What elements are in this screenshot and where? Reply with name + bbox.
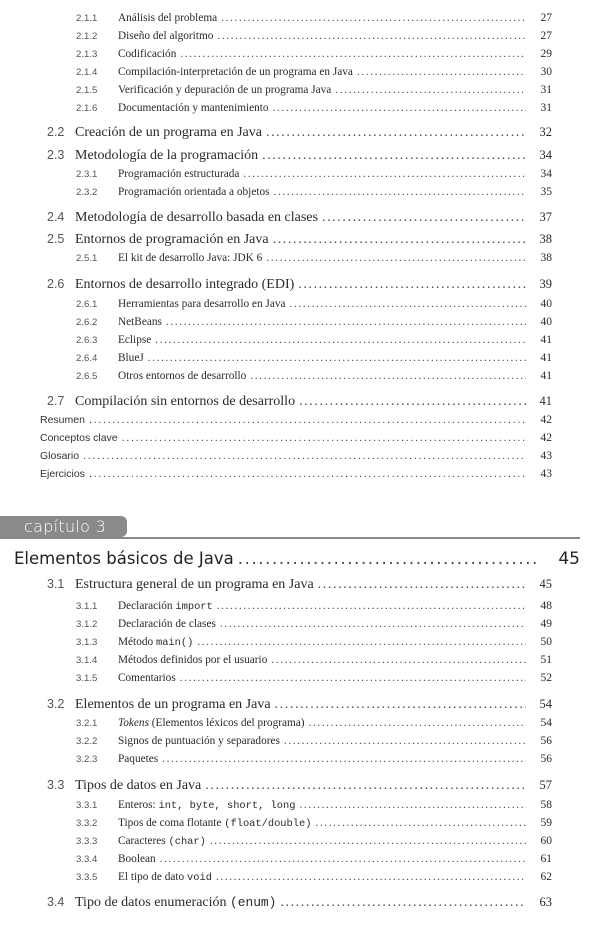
section-number: 2.6.4 [76, 353, 98, 364]
page-number: 39 [539, 277, 552, 291]
dot-leader [160, 853, 526, 865]
section-number: 3.1.5 [76, 673, 98, 684]
toc-entry[interactable] [47, 697, 552, 717]
section-title [118, 871, 212, 884]
page-number: 62 [540, 871, 552, 883]
title-text: Verificación y depuración de un programa Java [118, 84, 332, 96]
dot-leader [162, 753, 526, 765]
section-number: 2.5.1 [76, 253, 98, 264]
section-title [118, 600, 213, 613]
section-number: 3.1.2 [76, 619, 98, 630]
dot-leader [180, 672, 526, 684]
section-title [75, 148, 258, 164]
dot-leader [275, 697, 526, 713]
section-number: 2.7 [47, 394, 65, 408]
page-number: 34 [540, 168, 552, 180]
page-number: 27 [540, 30, 552, 42]
page-number: 41 [540, 352, 552, 364]
title-text: El tipo de dato [118, 871, 188, 883]
toc-entry[interactable] [76, 352, 552, 368]
title-text: Resumen [40, 414, 85, 426]
page-number: 60 [540, 835, 552, 847]
page-number: 48 [540, 600, 552, 612]
title-text: El kit de desarrollo Java: JDK 6 [118, 252, 263, 264]
page-number: 49 [540, 618, 552, 630]
toc-entry[interactable] [40, 432, 552, 448]
title-text: Ejercicios [40, 468, 85, 480]
dot-leader [318, 577, 526, 593]
toc-entry[interactable] [76, 735, 552, 751]
page-number: 54 [540, 717, 552, 729]
title-text: Conceptos clave [40, 432, 118, 444]
section-title [118, 753, 158, 765]
toc-entry[interactable] [76, 102, 552, 118]
chapter-title-row[interactable] [14, 549, 580, 573]
section-title [118, 168, 239, 180]
section-number: 3.2.2 [76, 736, 98, 747]
chapter-badge-label: capítulo 3 [24, 517, 107, 536]
page-number: 37 [539, 210, 552, 224]
title-text: Programación estructurada [118, 168, 240, 180]
section-title [75, 577, 314, 593]
toc-entry[interactable] [47, 125, 552, 145]
section-number: 3.1.1 [76, 601, 98, 612]
dot-leader [197, 636, 526, 648]
section-title [118, 66, 353, 78]
toc-entry[interactable] [47, 210, 552, 230]
dot-leader [238, 549, 540, 568]
title-text: BlueJ [118, 352, 144, 364]
section-number: 3.1.4 [76, 655, 98, 666]
title-text: Declaración [118, 600, 176, 612]
code-keyword: (enum) [230, 895, 277, 910]
toc-entry[interactable] [76, 654, 552, 670]
section-number: 2.1.2 [76, 31, 98, 42]
toc-entry[interactable] [76, 853, 552, 869]
title-text: Caracteres [118, 835, 169, 847]
toc-entry[interactable] [76, 370, 552, 386]
page-number: 41 [539, 394, 552, 408]
toc-entry[interactable] [76, 334, 552, 350]
section-title [118, 102, 269, 114]
section-title [118, 252, 262, 264]
toc-entry[interactable] [76, 298, 552, 314]
title-text: Elementos de un programa en Java [75, 697, 271, 712]
dot-leader [309, 717, 526, 729]
section-number: 2.1.3 [76, 49, 98, 60]
page-number: 35 [540, 186, 552, 198]
dot-leader [155, 334, 526, 346]
section-number: 3.3.2 [76, 818, 98, 829]
dot-leader [217, 600, 526, 612]
section-title [40, 468, 85, 480]
dot-leader [266, 252, 526, 264]
dot-leader [210, 835, 526, 847]
section-number: 2.6 [47, 277, 65, 291]
page-number: 38 [539, 232, 552, 246]
title-text: Entornos de desarrollo integrado (EDI) [75, 277, 295, 292]
dot-leader [83, 450, 526, 462]
section-number: 3.2.3 [76, 754, 98, 765]
section-number: 2.1.4 [76, 67, 98, 78]
toc-entry[interactable] [76, 30, 552, 46]
title-text: Codificación [118, 48, 177, 60]
title-text: Métodos definidos por el usuario [118, 654, 268, 666]
toc-entry[interactable] [76, 753, 552, 769]
dot-leader [273, 232, 526, 248]
section-number: 3.1 [47, 577, 65, 591]
toc-entry[interactable] [76, 600, 552, 616]
toc-entry[interactable] [76, 799, 552, 815]
toc-entry[interactable] [76, 672, 552, 688]
dot-leader [266, 125, 526, 141]
section-title [118, 186, 270, 198]
title-text: Documentación y mantenimiento [118, 102, 269, 114]
title-text: (Elementos léxicos del programa) [148, 717, 305, 729]
title-text: Comentarios [118, 672, 176, 684]
title-text: Método [118, 636, 156, 648]
toc-entry[interactable] [47, 895, 552, 915]
page-number: 43 [540, 468, 552, 480]
section-title [118, 298, 286, 310]
toc-entry[interactable] [47, 277, 552, 297]
dot-leader [290, 298, 527, 310]
title-text: Análisis del problema [118, 12, 218, 24]
dot-leader [205, 778, 526, 794]
code-keyword: int, byte, short, long [158, 800, 296, 812]
toc-entry[interactable] [76, 636, 552, 652]
dot-leader [322, 210, 526, 226]
page-number: 52 [540, 672, 552, 684]
toc-entry[interactable] [76, 618, 552, 634]
section-number: 3.3 [47, 778, 65, 792]
page-number: 41 [540, 370, 552, 382]
section-number: 2.5 [47, 232, 65, 246]
section-title [118, 370, 246, 382]
dot-leader [284, 735, 526, 747]
section-title [118, 618, 216, 630]
section-title [75, 394, 295, 410]
section-number: 2.3 [47, 148, 65, 162]
section-title [118, 48, 176, 60]
section-number: 2.2 [47, 125, 65, 139]
dot-leader [166, 316, 526, 328]
title-text: Glosario [40, 450, 80, 462]
section-number: 2.6.5 [76, 371, 98, 382]
chapter-rule [0, 537, 580, 539]
section-title [75, 277, 294, 293]
section-title [40, 450, 79, 462]
dot-leader [357, 66, 526, 78]
section-title [118, 799, 295, 812]
title-text: Herramientas para desarrollo en Java [118, 298, 286, 310]
toc-entry[interactable] [47, 232, 552, 252]
dot-leader [298, 277, 526, 293]
chapter-title: Elementos básicos de Java [14, 549, 234, 568]
page-number: 29 [540, 48, 552, 60]
dot-leader [280, 895, 526, 911]
section-number: 3.3.4 [76, 854, 98, 865]
dot-leader [335, 84, 526, 96]
section-title [75, 125, 262, 141]
dot-leader [217, 30, 526, 42]
page-number: 43 [540, 450, 552, 462]
dot-leader [262, 148, 526, 164]
page-number: 57 [539, 778, 552, 792]
section-title [75, 895, 276, 911]
section-title [118, 84, 331, 96]
toc-entry[interactable] [76, 186, 552, 202]
title-text: Signos de puntuación y separadores [118, 735, 280, 747]
dot-leader [89, 468, 526, 480]
code-keyword: import [175, 601, 213, 613]
page-number: 58 [540, 799, 552, 811]
toc-entry[interactable] [76, 871, 552, 887]
toc-entry[interactable] [47, 778, 552, 798]
page-number: 30 [540, 66, 552, 78]
section-number: 2.6.3 [76, 335, 98, 346]
toc-entry[interactable] [40, 468, 552, 484]
dot-leader [148, 352, 526, 364]
section-number: 2.1.5 [76, 85, 98, 96]
section-title [118, 12, 217, 24]
page-number: 27 [540, 12, 552, 24]
section-title [40, 414, 85, 426]
title-text: Tipos de datos en Java [75, 778, 202, 793]
section-title [118, 316, 162, 328]
section-number: 3.3.3 [76, 836, 98, 847]
page-number: 59 [540, 817, 552, 829]
title-text: Compilación-interpretación de un programa en Java [118, 66, 353, 78]
section-title [118, 835, 206, 848]
page-number: 40 [540, 298, 552, 310]
code-keyword: (float/double) [224, 818, 312, 830]
toc-entry[interactable] [47, 148, 552, 168]
section-title [118, 30, 213, 42]
section-title [75, 697, 271, 713]
section-title [75, 210, 318, 226]
section-number: 2.6.2 [76, 317, 98, 328]
page-number: 54 [539, 697, 552, 711]
page-number: 32 [539, 125, 552, 139]
section-title [75, 232, 269, 248]
section-number: 2.1.6 [76, 103, 98, 114]
page-number: 51 [540, 654, 552, 666]
dot-leader [274, 186, 526, 198]
section-number: 3.2.1 [76, 718, 98, 729]
dot-leader [299, 394, 526, 410]
dot-leader [89, 414, 526, 426]
title-text: Entornos de programación en Java [75, 232, 269, 247]
toc-entry[interactable] [76, 66, 552, 82]
dot-leader [122, 432, 526, 444]
dot-leader [250, 370, 526, 382]
section-number: 3.4 [47, 895, 65, 909]
dot-leader [273, 102, 526, 114]
title-text: Compilación sin entornos de desarrollo [75, 394, 296, 409]
toc-entry[interactable] [40, 450, 552, 466]
title-text: Estructura general de un programa en Java [75, 577, 314, 592]
section-number: 3.2 [47, 697, 65, 711]
code-keyword: (char) [168, 836, 206, 848]
page-number: 42 [540, 414, 552, 426]
section-number: 3.1.3 [76, 637, 98, 648]
page-number: 42 [540, 432, 552, 444]
section-number: 2.3.1 [76, 169, 98, 180]
page-number: 38 [540, 252, 552, 264]
section-number: 2.3.2 [76, 187, 98, 198]
title-text: Eclipse [118, 334, 152, 346]
title-text: Diseño del algoritmo [118, 30, 214, 42]
toc-entry[interactable] [76, 835, 552, 851]
code-keyword: void [187, 872, 212, 884]
dot-leader [243, 168, 526, 180]
page-number: 50 [540, 636, 552, 648]
toc-entry[interactable] [47, 394, 552, 414]
dot-leader [271, 654, 526, 666]
title-text: Boolean [118, 853, 156, 865]
dot-leader [299, 799, 526, 811]
section-title [118, 717, 305, 729]
section-number: 2.4 [47, 210, 65, 224]
toc-entry[interactable] [76, 717, 552, 733]
title-text: Tipos de coma flotante [118, 817, 225, 829]
section-title [118, 853, 156, 865]
page-number: 31 [540, 84, 552, 96]
toc-entry[interactable] [76, 316, 552, 332]
dot-leader [220, 618, 526, 630]
section-title [118, 654, 267, 666]
section-title [40, 432, 118, 444]
title-text: Declaración de clases [118, 618, 216, 630]
toc-entry[interactable] [76, 12, 552, 28]
section-title [118, 636, 193, 649]
page-number: 40 [540, 316, 552, 328]
toc-entry[interactable] [40, 414, 552, 430]
section-title [75, 778, 201, 794]
page-number: 34 [539, 148, 552, 162]
title-text: Paquetes [118, 753, 159, 765]
section-title [118, 334, 151, 346]
toc-entry[interactable] [47, 577, 552, 597]
title-text: Metodología de la programación [75, 148, 259, 163]
section-title [118, 672, 176, 684]
toc-entry[interactable] [76, 84, 552, 100]
page-number: 41 [540, 334, 552, 346]
dot-leader [180, 48, 526, 60]
dot-leader [315, 817, 526, 829]
toc-entry[interactable] [76, 252, 552, 268]
chapter-badge [0, 516, 127, 537]
chapter-page-number: 45 [558, 549, 580, 569]
section-number: 3.3.5 [76, 872, 98, 883]
page-number: 56 [540, 735, 552, 747]
section-title [118, 735, 280, 747]
title-text: Metodología de desarrollo basada en clases [75, 210, 318, 225]
title-text: Otros entornos de desarrollo [118, 370, 247, 382]
dot-leader [216, 871, 526, 883]
title-text: NetBeans [118, 316, 162, 328]
page-number: 61 [540, 853, 552, 865]
italic-term: Tokens [118, 717, 149, 729]
section-number: 2.1.1 [76, 13, 98, 24]
page-number: 31 [540, 102, 552, 114]
dot-leader [221, 12, 526, 24]
section-title [118, 817, 311, 830]
section-number: 3.3.1 [76, 800, 98, 811]
section-title [118, 352, 144, 364]
page-number: 45 [539, 577, 552, 591]
page-number: 63 [539, 895, 552, 909]
toc-entry[interactable] [76, 817, 552, 833]
title-text: Programación orientada a objetos [118, 186, 270, 198]
section-number: 2.6.1 [76, 299, 98, 310]
title-text: Tipo de datos enumeración [75, 895, 231, 910]
page-number: 56 [540, 753, 552, 765]
title-text: Enteros: [118, 799, 159, 811]
toc-entry[interactable] [76, 168, 552, 184]
toc-entry[interactable] [76, 48, 552, 64]
code-keyword: main() [155, 637, 194, 649]
title-text: Creación de un programa en Java [75, 125, 262, 140]
